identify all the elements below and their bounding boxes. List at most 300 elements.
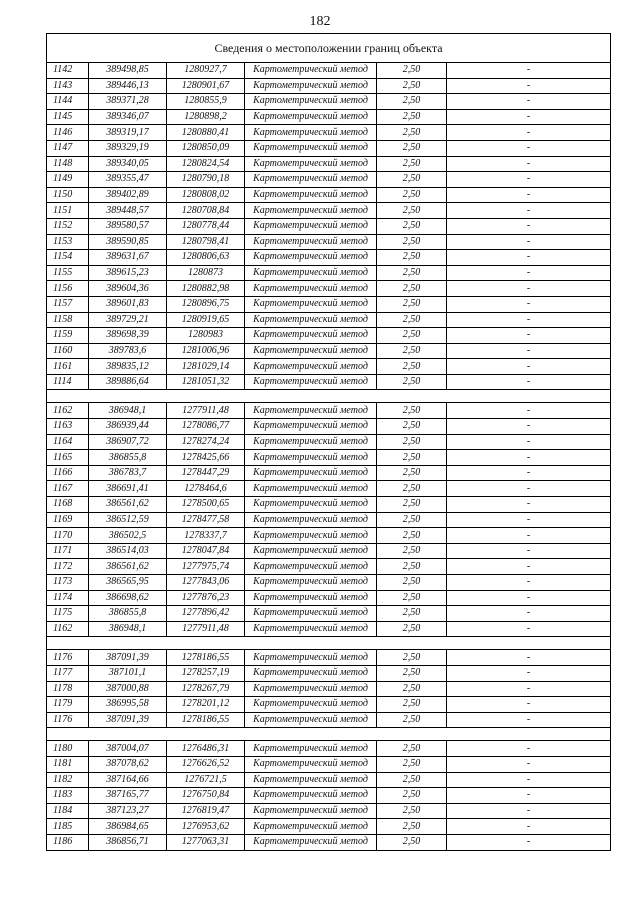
point-number-cell: 1144 <box>47 94 89 110</box>
table-row <box>47 187 611 203</box>
coord-y-cell: 1280896,75 <box>167 296 245 312</box>
method-cell: Картометрический метод <box>245 403 377 419</box>
note-cell: - <box>447 156 611 172</box>
coord-y-cell: 1276721,5 <box>167 772 245 788</box>
coord-x-cell: 389402,89 <box>89 187 167 203</box>
accuracy-cell: 2,50 <box>377 374 447 390</box>
coord-x-cell: 386502,5 <box>89 528 167 544</box>
coord-y-cell: 1278186,55 <box>167 650 245 666</box>
point-number-cell: 1181 <box>47 756 89 772</box>
note-cell: - <box>447 590 611 606</box>
point-number-cell: 1176 <box>47 650 89 666</box>
table-row <box>47 665 611 681</box>
coord-x-cell: 389446,13 <box>89 78 167 94</box>
note-cell: - <box>447 621 611 637</box>
note-cell: - <box>447 497 611 513</box>
point-number-cell: 1160 <box>47 343 89 359</box>
point-number-cell: 1177 <box>47 665 89 681</box>
note-cell: - <box>447 543 611 559</box>
note-cell: - <box>447 109 611 125</box>
method-cell: Картометрический метод <box>245 312 377 328</box>
accuracy-cell: 2,50 <box>377 109 447 125</box>
table-row <box>47 697 611 713</box>
note-cell: - <box>447 650 611 666</box>
point-number-cell: 1162 <box>47 403 89 419</box>
table-row <box>47 788 611 804</box>
note-cell: - <box>447 265 611 281</box>
table-row <box>47 834 611 850</box>
accuracy-cell: 2,50 <box>377 434 447 450</box>
accuracy-cell: 2,50 <box>377 741 447 757</box>
accuracy-cell: 2,50 <box>377 234 447 250</box>
accuracy-cell: 2,50 <box>377 94 447 110</box>
note-cell: - <box>447 450 611 466</box>
table-row <box>47 450 611 466</box>
accuracy-cell: 2,50 <box>377 359 447 375</box>
coord-x-cell: 389340,05 <box>89 156 167 172</box>
accuracy-cell: 2,50 <box>377 343 447 359</box>
point-number-cell: 1179 <box>47 697 89 713</box>
table-row <box>47 575 611 591</box>
coord-y-cell: 1280850,09 <box>167 140 245 156</box>
table-row <box>47 681 611 697</box>
accuracy-cell: 2,50 <box>377 156 447 172</box>
accuracy-cell: 2,50 <box>377 712 447 728</box>
method-cell: Картометрический метод <box>245 172 377 188</box>
note-cell: - <box>447 374 611 390</box>
point-number-cell: 1152 <box>47 218 89 234</box>
method-cell: Картометрический метод <box>245 712 377 728</box>
note-cell: - <box>447 172 611 188</box>
coord-x-cell: 387164,66 <box>89 772 167 788</box>
table-row <box>47 109 611 125</box>
separator-cell <box>47 728 611 741</box>
accuracy-cell: 2,50 <box>377 528 447 544</box>
accuracy-cell: 2,50 <box>377 681 447 697</box>
note-cell: - <box>447 63 611 79</box>
coord-x-cell: 387123,27 <box>89 803 167 819</box>
coord-y-cell: 1277063,31 <box>167 834 245 850</box>
coord-y-cell: 1278257,19 <box>167 665 245 681</box>
note-cell: - <box>447 512 611 528</box>
method-cell: Картометрический метод <box>245 575 377 591</box>
coord-y-cell: 1280790,18 <box>167 172 245 188</box>
point-number-cell: 1146 <box>47 125 89 141</box>
accuracy-cell: 2,50 <box>377 803 447 819</box>
table-row <box>47 281 611 297</box>
point-number-cell: 1178 <box>47 681 89 697</box>
method-cell: Картометрический метод <box>245 528 377 544</box>
coord-x-cell: 389835,12 <box>89 359 167 375</box>
accuracy-cell: 2,50 <box>377 450 447 466</box>
note-cell: - <box>447 819 611 835</box>
note-cell: - <box>447 328 611 344</box>
method-cell: Картометрический метод <box>245 606 377 622</box>
point-number-cell: 1168 <box>47 497 89 513</box>
accuracy-cell: 2,50 <box>377 665 447 681</box>
method-cell: Картометрический метод <box>245 218 377 234</box>
separator-cell <box>47 637 611 650</box>
accuracy-cell: 2,50 <box>377 78 447 94</box>
coord-y-cell: 1278267,79 <box>167 681 245 697</box>
table-row <box>47 94 611 110</box>
coord-x-cell: 387101,1 <box>89 665 167 681</box>
point-number-cell: 1163 <box>47 419 89 435</box>
note-cell: - <box>447 803 611 819</box>
accuracy-cell: 2,50 <box>377 403 447 419</box>
accuracy-cell: 2,50 <box>377 296 447 312</box>
method-cell: Картометрический метод <box>245 434 377 450</box>
note-cell: - <box>447 665 611 681</box>
coord-x-cell: 389371,28 <box>89 94 167 110</box>
coord-y-cell: 1277911,48 <box>167 403 245 419</box>
method-cell: Картометрический метод <box>245 125 377 141</box>
coord-x-cell: 386698,62 <box>89 590 167 606</box>
method-cell: Картометрический метод <box>245 497 377 513</box>
coord-x-cell: 386907,72 <box>89 434 167 450</box>
coord-x-cell: 389580,57 <box>89 218 167 234</box>
accuracy-cell: 2,50 <box>377 559 447 575</box>
note-cell: - <box>447 187 611 203</box>
coord-x-cell: 386855,8 <box>89 606 167 622</box>
note-cell: - <box>447 697 611 713</box>
boundary-coordinates-table <box>46 33 611 851</box>
coord-y-cell: 1278477,58 <box>167 512 245 528</box>
accuracy-cell: 2,50 <box>377 125 447 141</box>
point-number-cell: 1147 <box>47 140 89 156</box>
accuracy-cell: 2,50 <box>377 772 447 788</box>
point-number-cell: 1185 <box>47 819 89 835</box>
coord-y-cell: 1276750,84 <box>167 788 245 804</box>
coord-x-cell: 386561,62 <box>89 497 167 513</box>
note-cell: - <box>447 140 611 156</box>
point-number-cell: 1167 <box>47 481 89 497</box>
coord-y-cell: 1280882,98 <box>167 281 245 297</box>
table-row <box>47 312 611 328</box>
accuracy-cell: 2,50 <box>377 203 447 219</box>
coord-x-cell: 389498,85 <box>89 63 167 79</box>
method-cell: Картометрический метод <box>245 234 377 250</box>
accuracy-cell: 2,50 <box>377 621 447 637</box>
method-cell: Картометрический метод <box>245 203 377 219</box>
coord-x-cell: 389886,64 <box>89 374 167 390</box>
table-row <box>47 528 611 544</box>
note-cell: - <box>447 312 611 328</box>
note-cell: - <box>447 403 611 419</box>
note-cell: - <box>447 559 611 575</box>
note-cell: - <box>447 575 611 591</box>
point-number-cell: 1183 <box>47 788 89 804</box>
coord-y-cell: 1277975,74 <box>167 559 245 575</box>
method-cell: Картометрический метод <box>245 665 377 681</box>
point-number-cell: 1173 <box>47 575 89 591</box>
coord-y-cell: 1280798,41 <box>167 234 245 250</box>
point-number-cell: 1186 <box>47 834 89 850</box>
method-cell: Картометрический метод <box>245 819 377 835</box>
method-cell: Картометрический метод <box>245 621 377 637</box>
coord-x-cell: 386691,41 <box>89 481 167 497</box>
method-cell: Картометрический метод <box>245 296 377 312</box>
table-row <box>47 497 611 513</box>
method-cell: Картометрический метод <box>245 63 377 79</box>
accuracy-cell: 2,50 <box>377 419 447 435</box>
coord-y-cell: 1280806,63 <box>167 250 245 266</box>
accuracy-cell: 2,50 <box>377 63 447 79</box>
table-row <box>47 590 611 606</box>
accuracy-cell: 2,50 <box>377 281 447 297</box>
note-cell: - <box>447 528 611 544</box>
point-number-cell: 1149 <box>47 172 89 188</box>
coord-y-cell: 1280808,02 <box>167 187 245 203</box>
table-row <box>47 250 611 266</box>
table-row <box>47 419 611 435</box>
note-cell: - <box>447 606 611 622</box>
table-row <box>47 296 611 312</box>
point-number-cell: 1151 <box>47 203 89 219</box>
coord-x-cell: 389729,21 <box>89 312 167 328</box>
method-cell: Картометрический метод <box>245 681 377 697</box>
coord-y-cell: 1278464,6 <box>167 481 245 497</box>
accuracy-cell: 2,50 <box>377 788 447 804</box>
point-number-cell: 1162 <box>47 621 89 637</box>
coord-x-cell: 389631,67 <box>89 250 167 266</box>
table-row <box>47 803 611 819</box>
accuracy-cell: 2,50 <box>377 650 447 666</box>
table-row <box>47 125 611 141</box>
point-number-cell: 1172 <box>47 559 89 575</box>
group-separator <box>47 390 611 403</box>
table-row <box>47 218 611 234</box>
method-cell: Картометрический метод <box>245 834 377 850</box>
coord-y-cell: 1278500,65 <box>167 497 245 513</box>
coord-y-cell: 1280919,65 <box>167 312 245 328</box>
accuracy-cell: 2,50 <box>377 512 447 528</box>
method-cell: Картометрический метод <box>245 343 377 359</box>
accuracy-cell: 2,50 <box>377 218 447 234</box>
accuracy-cell: 2,50 <box>377 756 447 772</box>
note-cell: - <box>447 681 611 697</box>
coord-x-cell: 389448,57 <box>89 203 167 219</box>
note-cell: - <box>447 788 611 804</box>
method-cell: Картометрический метод <box>245 450 377 466</box>
method-cell: Картометрический метод <box>245 697 377 713</box>
method-cell: Картометрический метод <box>245 756 377 772</box>
coord-x-cell: 389604,36 <box>89 281 167 297</box>
coord-x-cell: 386984,65 <box>89 819 167 835</box>
table-row <box>47 78 611 94</box>
method-cell: Картометрический метод <box>245 374 377 390</box>
table-row <box>47 328 611 344</box>
method-cell: Картометрический метод <box>245 281 377 297</box>
coord-y-cell: 1278447,29 <box>167 465 245 481</box>
table-row <box>47 465 611 481</box>
method-cell: Картометрический метод <box>245 512 377 528</box>
table-row <box>47 819 611 835</box>
method-cell: Картометрический метод <box>245 788 377 804</box>
point-number-cell: 1156 <box>47 281 89 297</box>
coord-x-cell: 389319,17 <box>89 125 167 141</box>
note-cell: - <box>447 741 611 757</box>
point-number-cell: 1171 <box>47 543 89 559</box>
table-row <box>47 543 611 559</box>
coord-x-cell: 386948,1 <box>89 621 167 637</box>
separator-cell <box>47 390 611 403</box>
coord-x-cell: 389783,6 <box>89 343 167 359</box>
note-cell: - <box>447 434 611 450</box>
coord-x-cell: 386514,03 <box>89 543 167 559</box>
coord-x-cell: 387091,39 <box>89 650 167 666</box>
table-row <box>47 63 611 79</box>
accuracy-cell: 2,50 <box>377 250 447 266</box>
accuracy-cell: 2,50 <box>377 140 447 156</box>
coord-y-cell: 1281051,32 <box>167 374 245 390</box>
table-row <box>47 756 611 772</box>
accuracy-cell: 2,50 <box>377 265 447 281</box>
accuracy-cell: 2,50 <box>377 312 447 328</box>
method-cell: Картометрический метод <box>245 94 377 110</box>
point-number-cell: 1176 <box>47 712 89 728</box>
table-row <box>47 650 611 666</box>
coord-y-cell: 1278274,24 <box>167 434 245 450</box>
accuracy-cell: 2,50 <box>377 543 447 559</box>
accuracy-cell: 2,50 <box>377 697 447 713</box>
method-cell: Картометрический метод <box>245 465 377 481</box>
table-row <box>47 265 611 281</box>
coord-y-cell: 1280983 <box>167 328 245 344</box>
point-number-cell: 1158 <box>47 312 89 328</box>
coord-x-cell: 387004,07 <box>89 741 167 757</box>
point-number-cell: 1154 <box>47 250 89 266</box>
note-cell: - <box>447 218 611 234</box>
note-cell: - <box>447 359 611 375</box>
point-number-cell: 1155 <box>47 265 89 281</box>
method-cell: Картометрический метод <box>245 359 377 375</box>
coord-y-cell: 1280898,2 <box>167 109 245 125</box>
coord-y-cell: 1278047,84 <box>167 543 245 559</box>
method-cell: Картометрический метод <box>245 265 377 281</box>
point-number-cell: 1159 <box>47 328 89 344</box>
point-number-cell: 1164 <box>47 434 89 450</box>
point-number-cell: 1114 <box>47 374 89 390</box>
coord-x-cell: 386855,8 <box>89 450 167 466</box>
coord-y-cell: 1280855,9 <box>167 94 245 110</box>
table-row <box>47 203 611 219</box>
coord-y-cell: 1278186,55 <box>167 712 245 728</box>
coord-x-cell: 387000,88 <box>89 681 167 697</box>
note-cell: - <box>447 772 611 788</box>
coord-y-cell: 1280901,67 <box>167 78 245 94</box>
point-number-cell: 1180 <box>47 741 89 757</box>
point-number-cell: 1150 <box>47 187 89 203</box>
coord-y-cell: 1280873 <box>167 265 245 281</box>
table-row <box>47 343 611 359</box>
method-cell: Картометрический метод <box>245 109 377 125</box>
point-number-cell: 1166 <box>47 465 89 481</box>
point-number-cell: 1169 <box>47 512 89 528</box>
coord-y-cell: 1281029,14 <box>167 359 245 375</box>
coord-x-cell: 387091,39 <box>89 712 167 728</box>
coord-x-cell: 387165,77 <box>89 788 167 804</box>
note-cell: - <box>447 296 611 312</box>
point-number-cell: 1161 <box>47 359 89 375</box>
method-cell: Картометрический метод <box>245 481 377 497</box>
method-cell: Картометрический метод <box>245 156 377 172</box>
note-cell: - <box>447 834 611 850</box>
group-separator <box>47 637 611 650</box>
method-cell: Картометрический метод <box>245 741 377 757</box>
method-cell: Картометрический метод <box>245 650 377 666</box>
coord-x-cell: 386939,44 <box>89 419 167 435</box>
accuracy-cell: 2,50 <box>377 497 447 513</box>
coord-y-cell: 1280778,44 <box>167 218 245 234</box>
table-row <box>47 481 611 497</box>
table-title: Сведения о местоположении границ объекта <box>47 34 611 63</box>
method-cell: Картометрический метод <box>245 803 377 819</box>
note-cell: - <box>447 481 611 497</box>
table-row <box>47 712 611 728</box>
coord-y-cell: 1276626,52 <box>167 756 245 772</box>
note-cell: - <box>447 756 611 772</box>
point-number-cell: 1142 <box>47 63 89 79</box>
accuracy-cell: 2,50 <box>377 328 447 344</box>
table-row <box>47 772 611 788</box>
coord-y-cell: 1278201,12 <box>167 697 245 713</box>
note-cell: - <box>447 203 611 219</box>
method-cell: Картометрический метод <box>245 772 377 788</box>
method-cell: Картометрический метод <box>245 419 377 435</box>
group-separator <box>47 728 611 741</box>
table-row <box>47 140 611 156</box>
coord-x-cell: 387078,62 <box>89 756 167 772</box>
accuracy-cell: 2,50 <box>377 172 447 188</box>
note-cell: - <box>447 281 611 297</box>
point-number-cell: 1175 <box>47 606 89 622</box>
table-row <box>47 172 611 188</box>
table-row <box>47 559 611 575</box>
table-header-row <box>47 34 611 63</box>
coord-x-cell: 386948,1 <box>89 403 167 419</box>
coord-y-cell: 1280708,84 <box>167 203 245 219</box>
coord-y-cell: 1278425,66 <box>167 450 245 466</box>
page-number: 182 <box>309 14 331 29</box>
coord-x-cell: 389355,47 <box>89 172 167 188</box>
note-cell: - <box>447 234 611 250</box>
point-number-cell: 1170 <box>47 528 89 544</box>
coord-y-cell: 1280824,54 <box>167 156 245 172</box>
accuracy-cell: 2,50 <box>377 834 447 850</box>
coord-x-cell: 389329,19 <box>89 140 167 156</box>
point-number-cell: 1174 <box>47 590 89 606</box>
method-cell: Картометрический метод <box>245 250 377 266</box>
note-cell: - <box>447 712 611 728</box>
coord-x-cell: 389346,07 <box>89 109 167 125</box>
accuracy-cell: 2,50 <box>377 481 447 497</box>
method-cell: Картометрический метод <box>245 140 377 156</box>
coord-x-cell: 389590,85 <box>89 234 167 250</box>
coord-y-cell: 1278337,7 <box>167 528 245 544</box>
table-row <box>47 403 611 419</box>
accuracy-cell: 2,50 <box>377 187 447 203</box>
coord-y-cell: 1277876,23 <box>167 590 245 606</box>
point-number-cell: 1153 <box>47 234 89 250</box>
table-row <box>47 359 611 375</box>
method-cell: Картометрический метод <box>245 328 377 344</box>
note-cell: - <box>447 250 611 266</box>
point-number-cell: 1143 <box>47 78 89 94</box>
table-row <box>47 741 611 757</box>
coord-y-cell: 1276819,47 <box>167 803 245 819</box>
method-cell: Картометрический метод <box>245 187 377 203</box>
